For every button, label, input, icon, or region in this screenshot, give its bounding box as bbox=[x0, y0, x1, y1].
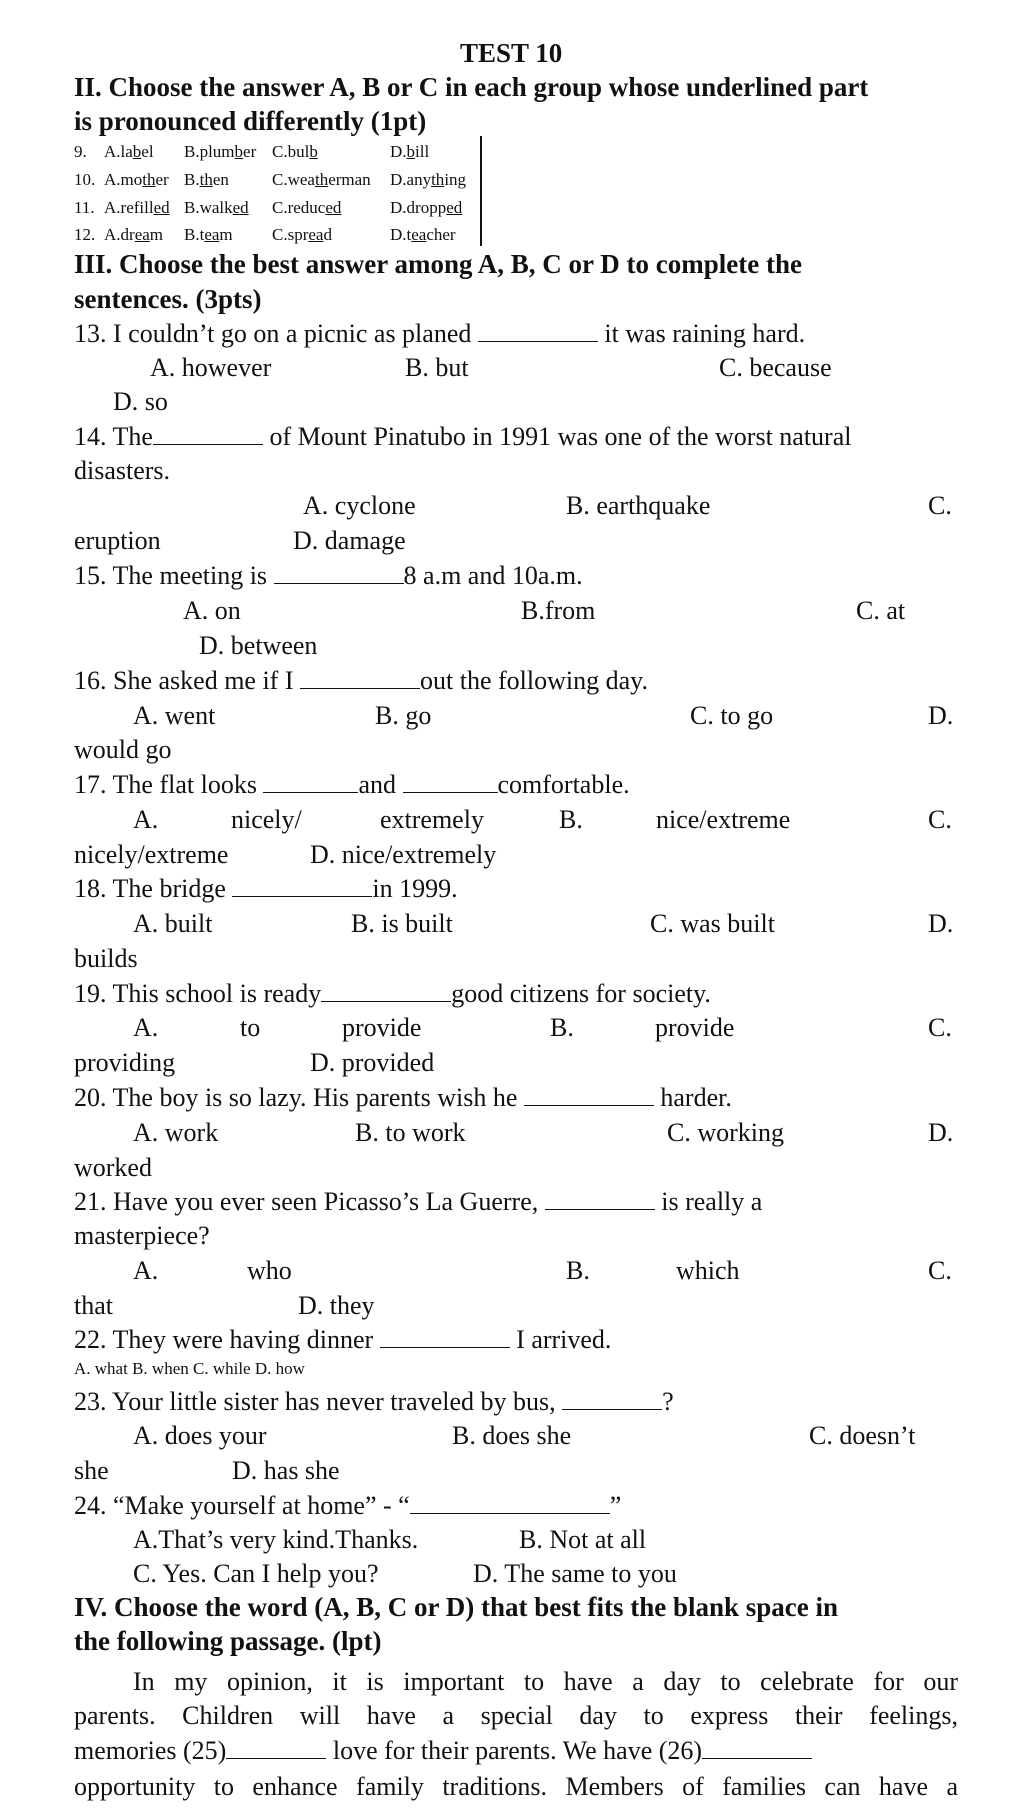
question-17: 17. The flat looks and comfortable. bbox=[74, 770, 630, 799]
q21-option-a-letter[interactable]: A. bbox=[133, 1256, 159, 1285]
pron-row-10-num: 10. bbox=[74, 170, 96, 189]
q13-option-c[interactable]: C. because bbox=[719, 353, 832, 382]
answer-blank[interactable] bbox=[274, 561, 404, 584]
q19-option-c[interactable]: C. bbox=[928, 1013, 952, 1042]
q19-option-a-word2[interactable]: provide bbox=[342, 1013, 422, 1042]
q18-option-c[interactable]: C. was built bbox=[650, 909, 775, 938]
q18-option-d-cont[interactable]: builds bbox=[74, 944, 138, 973]
answer-blank[interactable] bbox=[263, 770, 358, 793]
q21-option-b[interactable]: which bbox=[676, 1256, 740, 1285]
q19-option-d[interactable]: D. provided bbox=[310, 1048, 435, 1077]
q17-option-b[interactable]: nice/extreme bbox=[656, 805, 791, 834]
section2-heading-cont: is pronounced differently (1pt) bbox=[74, 106, 427, 136]
pron-row-9-num: 9. bbox=[74, 142, 87, 161]
q20-option-c[interactable]: C. working bbox=[667, 1118, 784, 1147]
q24-option-c[interactable]: C. Yes. Can I help you? bbox=[133, 1559, 379, 1588]
q14-option-c-cont[interactable]: eruption bbox=[74, 526, 161, 555]
q17-option-c[interactable]: C. bbox=[928, 805, 952, 834]
q23-option-c-cont[interactable]: she bbox=[74, 1456, 109, 1485]
q17-option-b-letter[interactable]: B. bbox=[559, 805, 583, 834]
passage-line-1: In my opinion, it is important to have a day to celebrate for our bbox=[133, 1667, 958, 1696]
q19-option-b[interactable]: provide bbox=[655, 1013, 735, 1042]
q16-option-b[interactable]: B. go bbox=[375, 701, 432, 730]
q23-option-d[interactable]: D. has she bbox=[232, 1456, 340, 1485]
q24-option-b[interactable]: B. Not at all bbox=[519, 1525, 647, 1554]
pron-row-10-b: B.then bbox=[184, 170, 229, 189]
answer-blank[interactable] bbox=[232, 874, 372, 897]
pron-row-12-c: C.spread bbox=[272, 225, 332, 244]
pron-row-12-num: 12. bbox=[74, 225, 96, 244]
section4-heading: IV. Choose the word (A, B, C or D) that best fits the blank space in bbox=[74, 1592, 839, 1622]
pron-row-9-a: A.label bbox=[104, 142, 154, 161]
pron-row-10-a: A.mother bbox=[104, 170, 169, 189]
q17-option-c-cont[interactable]: nicely/extreme bbox=[74, 840, 229, 869]
pron-row-11-num: 11. bbox=[74, 198, 95, 217]
q15-option-d[interactable]: D. between bbox=[199, 631, 318, 660]
pron-row-12-b: B.team bbox=[184, 225, 233, 244]
q18-option-d[interactable]: D. bbox=[928, 909, 954, 938]
question-14: 14. The of Mount Pinatubo in 1991 was one of the worst natural bbox=[74, 422, 852, 451]
passage-line-3: memories (25) love for their parents. We have (26) bbox=[74, 1736, 812, 1766]
pron-row-12-d: D.teacher bbox=[390, 225, 456, 244]
section3-heading: III. Choose the best answer among A, B, C or D to complete the bbox=[74, 249, 802, 279]
q21-option-a[interactable]: who bbox=[247, 1256, 292, 1285]
answer-blank[interactable] bbox=[562, 1387, 662, 1410]
pron-row-11-c: C.reduced bbox=[272, 198, 342, 217]
passage-line-2: parents. Children will have a special day to express their feelings, bbox=[74, 1701, 958, 1730]
answer-blank[interactable] bbox=[380, 1325, 510, 1348]
question-24: 24. “Make yourself at home” - “ ” bbox=[74, 1491, 622, 1520]
question-15: 15. The meeting is 8 a.m and 10a.m. bbox=[74, 561, 583, 590]
question-18: 18. The bridge in 1999. bbox=[74, 874, 458, 903]
question-22: 22. They were having dinner I arrived. bbox=[74, 1325, 612, 1354]
q24-option-d[interactable]: D. The same to you bbox=[473, 1559, 677, 1588]
question-20: 20. The boy is so lazy. His parents wish he harder. bbox=[74, 1083, 732, 1112]
q21-option-d[interactable]: D. they bbox=[298, 1291, 375, 1320]
q23-option-b[interactable]: B. does she bbox=[452, 1421, 572, 1450]
q13-option-b[interactable]: B. but bbox=[405, 353, 469, 382]
q13-option-a[interactable]: A. however bbox=[150, 353, 272, 382]
q20-option-b[interactable]: B. to work bbox=[355, 1118, 466, 1147]
q16-option-c[interactable]: C. to go bbox=[690, 701, 774, 730]
answer-blank[interactable] bbox=[403, 770, 498, 793]
answer-blank[interactable] bbox=[410, 1491, 610, 1514]
question-21: 21. Have you ever seen Picasso’s La Guerre, is really a bbox=[74, 1187, 763, 1216]
q23-option-c[interactable]: C. doesn’t bbox=[809, 1421, 916, 1450]
q20-option-d[interactable]: D. bbox=[928, 1118, 954, 1147]
answer-blank[interactable] bbox=[300, 666, 420, 689]
question-13: 13. I couldn’t go on a picnic as planed it was raining hard. bbox=[74, 319, 806, 348]
question-16: 16. She asked me if I out the following day. bbox=[74, 666, 648, 695]
answer-blank[interactable] bbox=[524, 1083, 654, 1106]
q14-option-a[interactable]: A. cyclone bbox=[303, 491, 416, 520]
pron-row-9-d: D.bill bbox=[390, 142, 430, 161]
answer-blank[interactable] bbox=[321, 979, 451, 1002]
q20-option-a[interactable]: A. work bbox=[133, 1118, 219, 1147]
table-border-line bbox=[480, 136, 482, 246]
pron-row-11-b: B.walked bbox=[184, 198, 249, 217]
answer-blank[interactable] bbox=[478, 319, 598, 342]
answer-blank-25[interactable] bbox=[226, 1736, 326, 1759]
answer-blank-26[interactable] bbox=[702, 1736, 812, 1759]
q19-option-a-letter[interactable]: A. bbox=[133, 1013, 159, 1042]
q14-option-c[interactable]: C. bbox=[928, 491, 952, 520]
q13-option-d[interactable]: D. so bbox=[113, 387, 168, 416]
q24-option-a[interactable]: A.That’s very kind.Thanks. bbox=[133, 1525, 419, 1554]
pron-row-11-a: A.refilled bbox=[104, 198, 170, 217]
pron-row-10-d: D.anything bbox=[390, 170, 467, 189]
q18-option-a[interactable]: A. built bbox=[133, 909, 213, 938]
q17-option-d[interactable]: D. nice/extremely bbox=[310, 840, 497, 869]
question-19: 19. This school is ready good citizens for society. bbox=[74, 979, 711, 1008]
q16-option-d-cont[interactable]: would go bbox=[74, 735, 172, 764]
q19-option-b-letter[interactable]: B. bbox=[550, 1013, 574, 1042]
q14-option-b[interactable]: B. earthquake bbox=[566, 491, 711, 520]
answer-blank[interactable] bbox=[545, 1187, 655, 1210]
q21-option-c-cont[interactable]: that bbox=[74, 1291, 113, 1320]
q16-option-d[interactable]: D. bbox=[928, 701, 954, 730]
pron-row-9-c: C.bulb bbox=[272, 142, 318, 161]
section4-heading-cont: the following passage. (lpt) bbox=[74, 1626, 382, 1656]
q14-option-d[interactable]: D. damage bbox=[293, 526, 406, 555]
passage-line-4: opportunity to enhance family traditions. Members of families can have a bbox=[74, 1772, 958, 1801]
section3-heading-cont: sentences. (3pts) bbox=[74, 284, 262, 314]
question-21-cont: masterpiece? bbox=[74, 1221, 210, 1250]
q23-option-a[interactable]: A. does your bbox=[133, 1421, 267, 1450]
q20-option-d-cont[interactable]: worked bbox=[74, 1153, 152, 1182]
q17-option-a-word1[interactable]: nicely/ bbox=[231, 805, 302, 834]
test-title: TEST 10 bbox=[460, 38, 563, 68]
q21-option-b-letter[interactable]: B. bbox=[566, 1256, 590, 1285]
question-23: 23. Your little sister has never traveled by bus, ? bbox=[74, 1387, 674, 1416]
pron-row-10-c: C.weatherman bbox=[272, 170, 371, 189]
section2-heading: II. Choose the answer A, B or C in each group whose underlined part bbox=[74, 72, 869, 102]
q22-options[interactable]: A. what B. when C. while D. how bbox=[74, 1359, 305, 1378]
q15-option-a[interactable]: A. on bbox=[183, 596, 241, 625]
q15-option-b[interactable]: B.from bbox=[521, 596, 596, 625]
q19-option-a-word1[interactable]: to bbox=[240, 1013, 261, 1042]
answer-blank[interactable] bbox=[153, 422, 263, 445]
pron-row-9-b: B.plumber bbox=[184, 142, 257, 161]
q18-option-b[interactable]: B. is built bbox=[351, 909, 453, 938]
pron-row-12-a: A.dream bbox=[104, 225, 164, 244]
q17-option-a-word2[interactable]: extremely bbox=[380, 805, 484, 834]
q16-option-a[interactable]: A. went bbox=[133, 701, 216, 730]
q19-option-c-cont[interactable]: providing bbox=[74, 1048, 176, 1077]
q21-option-c[interactable]: C. bbox=[928, 1256, 952, 1285]
question-14-cont: disasters. bbox=[74, 456, 171, 485]
pron-row-11-d: D.dropped bbox=[390, 198, 463, 217]
q15-option-c[interactable]: C. at bbox=[856, 596, 906, 625]
q17-option-a-letter[interactable]: A. bbox=[133, 805, 159, 834]
